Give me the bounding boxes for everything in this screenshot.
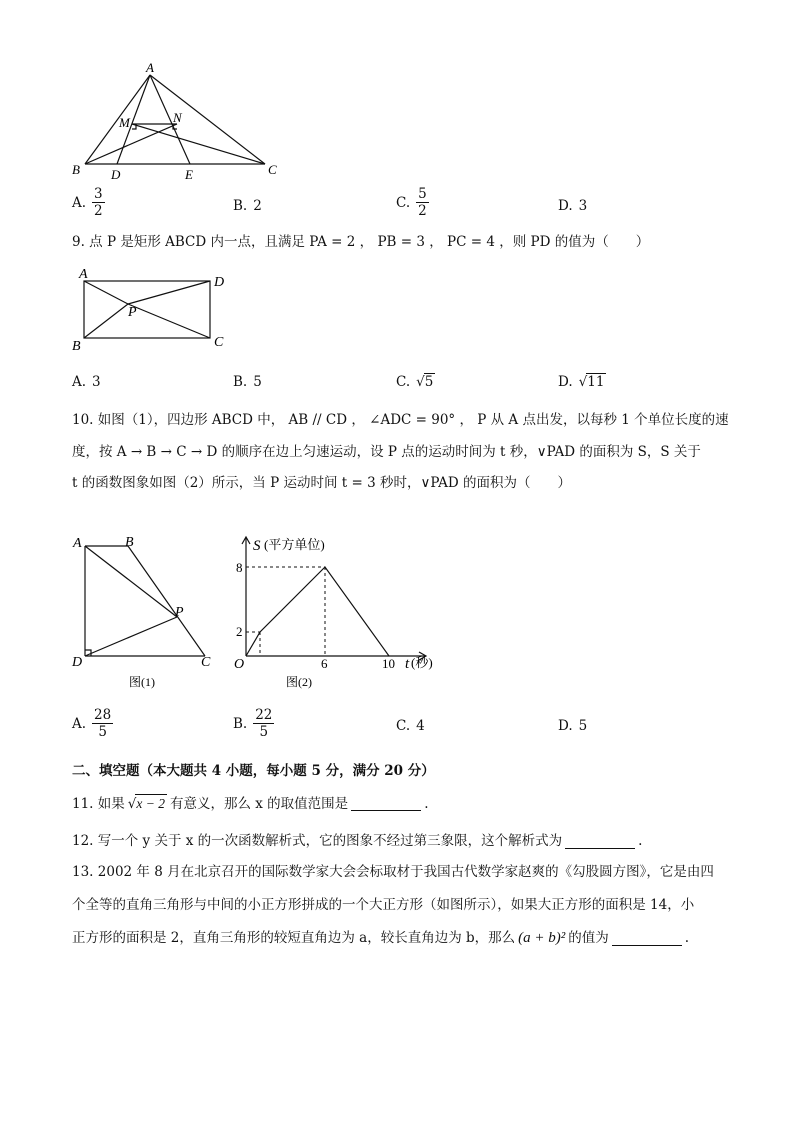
- q13-answer-blank[interactable]: [612, 931, 682, 946]
- q10-fig2-xlabel: t: [405, 656, 410, 672]
- q12-answer-blank[interactable]: [565, 834, 635, 849]
- q8-option-c[interactable]: C. $\frac{5}{2}$: [396, 186, 427, 219]
- q13-line-1: 13. 2002 年 8 月在北京召开的国际数学家大会会标取材于我国古代数学家赵爽的《勾股圆方图》，它是由四: [72, 864, 714, 880]
- q10-line-1: 10. 如图（1），四边形 ABCD 中， AB // CD ， ∠ADC = 90° ， P 从 A 点出发，以每秒 1 个单位长度的速: [72, 412, 729, 428]
- q10-option-a[interactable]: A. $\frac{28}{5}$: [72, 707, 112, 740]
- q10-fig1-label-D: D: [72, 655, 83, 670]
- q10-fig2-xtick-6: 6: [321, 656, 328, 671]
- q10-fig2-yunit: (平方单位): [264, 537, 325, 552]
- q10-option-b[interactable]: B. $\frac{22}{5}$: [233, 707, 273, 740]
- q8-label-E: E: [185, 167, 193, 182]
- q10-option-d[interactable]: D. 5: [558, 718, 588, 734]
- q9-option-d[interactable]: D. √11: [558, 373, 605, 390]
- q9-label-P: P: [128, 305, 137, 320]
- q10-fig2-xunit: (秒): [411, 655, 433, 670]
- q10-fig1-label-C: C: [201, 655, 211, 670]
- q10-fig1-label-P: P: [175, 605, 184, 620]
- q10-fig2-caption: 图(2): [286, 675, 312, 689]
- q10-figure-1: [65, 530, 225, 692]
- q9-question-text: 9. 点 P 是矩形 ABCD 内一点，且满足 PA = 2 ， PB = 3 ， PC = 4 ，则 PD 的值为（ ）: [72, 234, 650, 250]
- q9-option-b[interactable]: B. 5: [233, 374, 262, 390]
- q11-radical: √x − 2: [127, 796, 165, 812]
- q10-fig2-origin: O: [234, 657, 245, 672]
- q11-answer-blank[interactable]: [351, 796, 421, 811]
- q10-fig2-ytick-2: 2: [236, 624, 243, 639]
- q10-fig2-ytick-8: 8: [236, 560, 243, 575]
- q13-line-3: 正方形的面积是 2，直角三角形的较短直角边为 a，较长直角边为 b，那么 (a + b)² 的值为 .: [72, 930, 690, 946]
- q8-label-D: D: [111, 167, 121, 182]
- q10-fig2-ylabel: S: [253, 538, 261, 554]
- q8-label-N: N: [173, 110, 182, 125]
- q10-fig1-label-A: A: [73, 536, 82, 551]
- q8-triangle-figure: [60, 58, 290, 183]
- q11-question: 11. 如果 √x − 2 有意义，那么 x 的取值范围是 .: [72, 795, 429, 812]
- q10-figure-2: [225, 530, 445, 692]
- q9-label-C: C: [214, 335, 224, 350]
- q10-fig2-xtick-10: 10: [382, 656, 395, 671]
- q13-expression: (a + b)²: [518, 930, 566, 946]
- q8-option-a[interactable]: A. $\frac{3}{2}$: [72, 186, 103, 219]
- q10-line-3: t 的函数图象如图（2）所示，当 P 运动时间 t = 3 秒时，∨PAD 的面积为（ ）: [72, 475, 572, 491]
- q12-question: 12. 写一个 y 关于 x 的一次函数解析式，它的图象不经过第三象限，这个解析式为 .: [72, 833, 643, 849]
- q8-label-M: M: [119, 115, 130, 130]
- q8-label-C: C: [268, 162, 277, 177]
- q9-label-B: B: [72, 339, 81, 354]
- q8-label-B: B: [72, 162, 80, 177]
- q10-fig1-label-B: B: [125, 535, 134, 550]
- q8-option-b[interactable]: B. 2: [233, 198, 262, 214]
- q9-option-c[interactable]: C. √5: [396, 373, 434, 390]
- q10-fig1-caption: 图(1): [129, 675, 155, 689]
- q13-line-2: 个全等的直角三角形与中间的小正方形拼成的一个大正方形（如图所示），如果大正方形的面积是 14，小: [72, 897, 695, 913]
- q9-option-a[interactable]: A. 3: [72, 374, 101, 390]
- q10-line-2: 度，按 A → B → C → D 的顺序在边上匀速运动，设 P 点的运动时间为 t 秒，∨PAD 的面积为 S，S 关于: [72, 444, 701, 460]
- q9-rectangle-figure: [70, 264, 240, 356]
- section-2-title: 二、填空题（本大题共 4 小题，每小题 5 分，满分 20 分）: [72, 763, 435, 779]
- q8-label-A: A: [146, 60, 154, 75]
- q9-label-A: A: [79, 267, 88, 282]
- q10-option-c[interactable]: C. 4: [396, 718, 425, 734]
- q8-option-d[interactable]: D. 3: [558, 198, 588, 214]
- q9-label-D: D: [214, 275, 225, 290]
